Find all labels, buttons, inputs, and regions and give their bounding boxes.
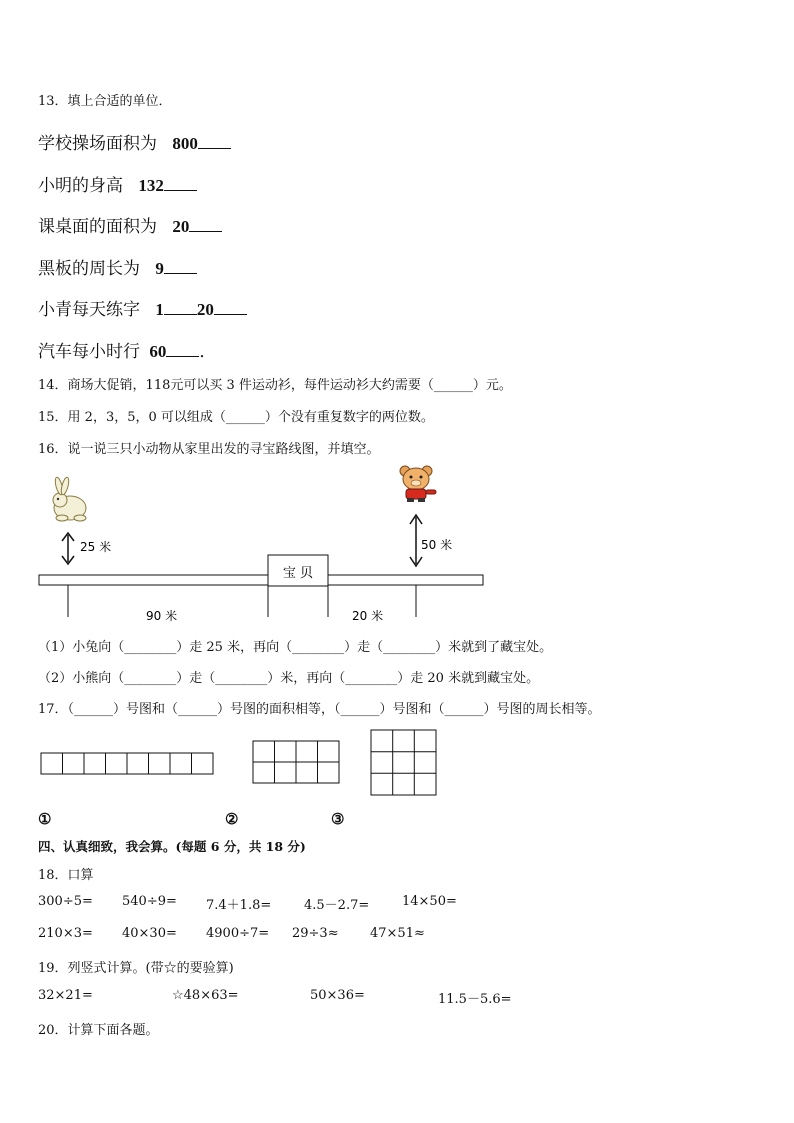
answer-blank[interactable]	[166, 342, 199, 357]
answer-blank[interactable]	[198, 134, 231, 149]
rabbit-distance-arrow	[62, 533, 74, 564]
q19-item-1: 32×21=	[38, 988, 93, 1003]
q19-item-2: ☆48×63=	[172, 988, 239, 1003]
figure-3-grid	[371, 730, 436, 795]
section-4-heading: 四、认真细致，我会算。(每题 6 分，共 18 分)	[38, 839, 306, 854]
q13-item-5: 小青每天练字 1 20	[38, 295, 247, 320]
q18-r1-c5: 14×50=	[402, 894, 457, 909]
answer-blank[interactable]	[164, 176, 197, 191]
q18-r2-c5: 47×51≈	[370, 926, 425, 941]
figure-2-grid	[253, 741, 339, 783]
q16-title: 16．说一说三只小动物从家里出发的寻宝路线图，并填空。	[38, 442, 380, 457]
q13-item-1: 学校操场面积为 800	[38, 129, 231, 154]
figure-1-grid	[41, 753, 213, 774]
treasure-label: 宝 贝	[282, 566, 314, 581]
answer-blank[interactable]	[164, 259, 197, 274]
rabbit-distance-label: 25 米	[80, 540, 112, 554]
q13-title: 13．填上合适的单位．	[38, 94, 172, 109]
q18-title: 18．口算	[38, 868, 94, 883]
q18-r2-c3: 4900÷7=	[206, 926, 270, 941]
left-distance-label: 90 米	[146, 609, 178, 623]
q16-line-2: （2）小熊向（________）走（________）米，再向（________）走 20 米就到藏宝处。	[38, 671, 540, 686]
treasure-route-diagram	[0, 460, 794, 630]
q13-item-2: 小明的身高 132	[38, 171, 197, 196]
q17-figures	[0, 725, 794, 805]
q13-item-3: 课桌面的面积为 20	[38, 212, 222, 237]
figure-1-label: ①	[38, 810, 52, 828]
q18-r2-c1: 210×3=	[38, 926, 93, 941]
answer-blank[interactable]	[189, 217, 222, 232]
answer-blank[interactable]	[214, 300, 247, 315]
q13-item-6: 汽车每小时行 60 ．	[38, 342, 217, 362]
rabbit-icon	[53, 477, 86, 521]
q18-r1-c4: 4.5－2.7=	[304, 898, 370, 913]
q16-line-1: （1）小兔向（________）走 25 米，再向（________）走（________）米就到了藏宝处。	[38, 640, 553, 655]
q18-r2-c4: 29÷3≈	[292, 926, 339, 941]
q18-r1-c1: 300÷5=	[38, 894, 93, 909]
answer-blank[interactable]	[164, 300, 197, 315]
q13-item-4: 黑板的周长为 9	[38, 254, 197, 279]
bear-icon	[400, 466, 436, 502]
q19-item-3: 50×36=	[310, 988, 365, 1003]
q19-item-4: 11.5－5.6=	[438, 992, 512, 1007]
figure-2-label: ②	[225, 810, 239, 828]
bear-distance-label: 50 米	[421, 538, 453, 552]
q14: 14．商场大促销，118元可以买 3 件运动衫，每件运动衫大约需要（______）元。	[38, 378, 512, 393]
right-distance-label: 20 米	[352, 609, 384, 623]
q18-r2-c2: 40×30=	[122, 926, 177, 941]
q20-title: 20．计算下面各题。	[38, 1023, 159, 1038]
q17-title: 17．（______）号图和（______）号图的面积相等，（______）号图和（______）号图的周长相等。	[38, 702, 601, 717]
q15: 15．用 2，3，5，0 可以组成（______）个没有重复数字的两位数。	[38, 410, 434, 425]
figure-3-label: ③	[331, 810, 345, 828]
q18-r1-c3: 7.4＋1.8=	[206, 898, 272, 913]
q18-r1-c2: 540÷9=	[122, 894, 177, 909]
road	[39, 575, 483, 585]
q19-title: 19．列竖式计算。(带☆的要验算)	[38, 961, 234, 976]
